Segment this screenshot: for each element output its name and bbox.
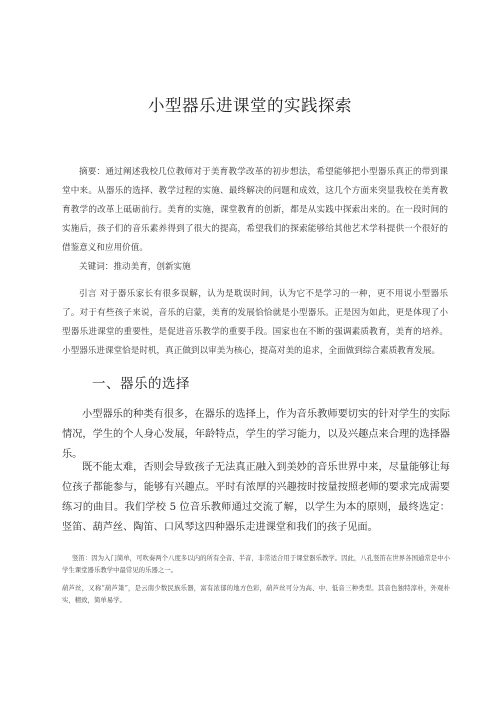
keywords-line: 关键词：推动美育，创新实施 xyxy=(79,262,191,272)
footnote-hulusi: 葫芦丝，又称“葫芦箫”，是云南少数民族乐器，富有浓郁的地方色彩，葫芦丝可分为高、中、低音三种类型。其音色独特淳朴，外观朴实，精致，简单易学。 xyxy=(62,584,450,604)
abstract-paragraph: 摘要：通过阐述我校几位教师对于美育教学改革的初步想法，希望能够把小型器乐真正的带到课堂中来。从器乐的选择、教学过程的实施、最终解决的问题和成效，这几个方面来突显我校在美育教育教学的改革上砥砺前行。美育的实施，课堂教育的创新，都是从实践中探索出来的。在一段时间的实施后，孩子们的音乐素养得到了很大的提高，希望我们的探索能够给其他艺术学科提供一个很好的借鉴意义和应用价值。 xyxy=(62,167,448,253)
body-paragraph: 既不能太难，否则会导致孩子无法真正融入到美妙的音乐世界中来，尽量能够让每位孩子都能参与，能够有兴趣点。平时有浓厚的兴趣按时按量按照老师的要求完成需要练习的曲目。我们学校 5 位音乐教师通过交流了解，以学生为本的原则，最终选定：竖笛、葫芦丝、陶笛、口风琴这四种器乐走进课堂和我们的孩子见面。 xyxy=(62,462,450,533)
page-title: 小型器乐进课堂的实践探索 xyxy=(148,96,352,115)
body-paragraph: 小型器乐的种类有很多，在器乐的选择上，作为音乐教师要切实的针对学生的实际情况，学生的个人身心发展，年龄特点，学生的学习能力，以及兴趣点来合理的选择器乐。 xyxy=(62,409,450,460)
section-heading-instrument-selection: 一、器乐的选择 xyxy=(92,376,190,392)
footnote-recorder: 竖笛：因为入门简单，可吹奏两个八度多以内的所有全音、半音，非常适合用于课堂器乐教学。因此，八孔竖笛在世界各国通常是中小学生课堂器乐教学中最常见的乐器之一。 xyxy=(62,554,450,574)
introduction-paragraph: 引言 对于器乐家长有很多误解，认为是耽误时间，认为它不是学习的一种，更不用说小型器乐了。对于有些孩子来说，音乐的启蒙，美育的发展恰恰就是小型器乐。正是因为如此，更是体现了小型器乐进课堂的重要性，是促进音乐教学的重要手段。国家也在不断的强调素质教育，美育的培养。小型器乐进课堂恰是时机，真正做到以审美为核心，提高对美的追求，全面做到综合素质教育发展。 xyxy=(62,289,448,356)
